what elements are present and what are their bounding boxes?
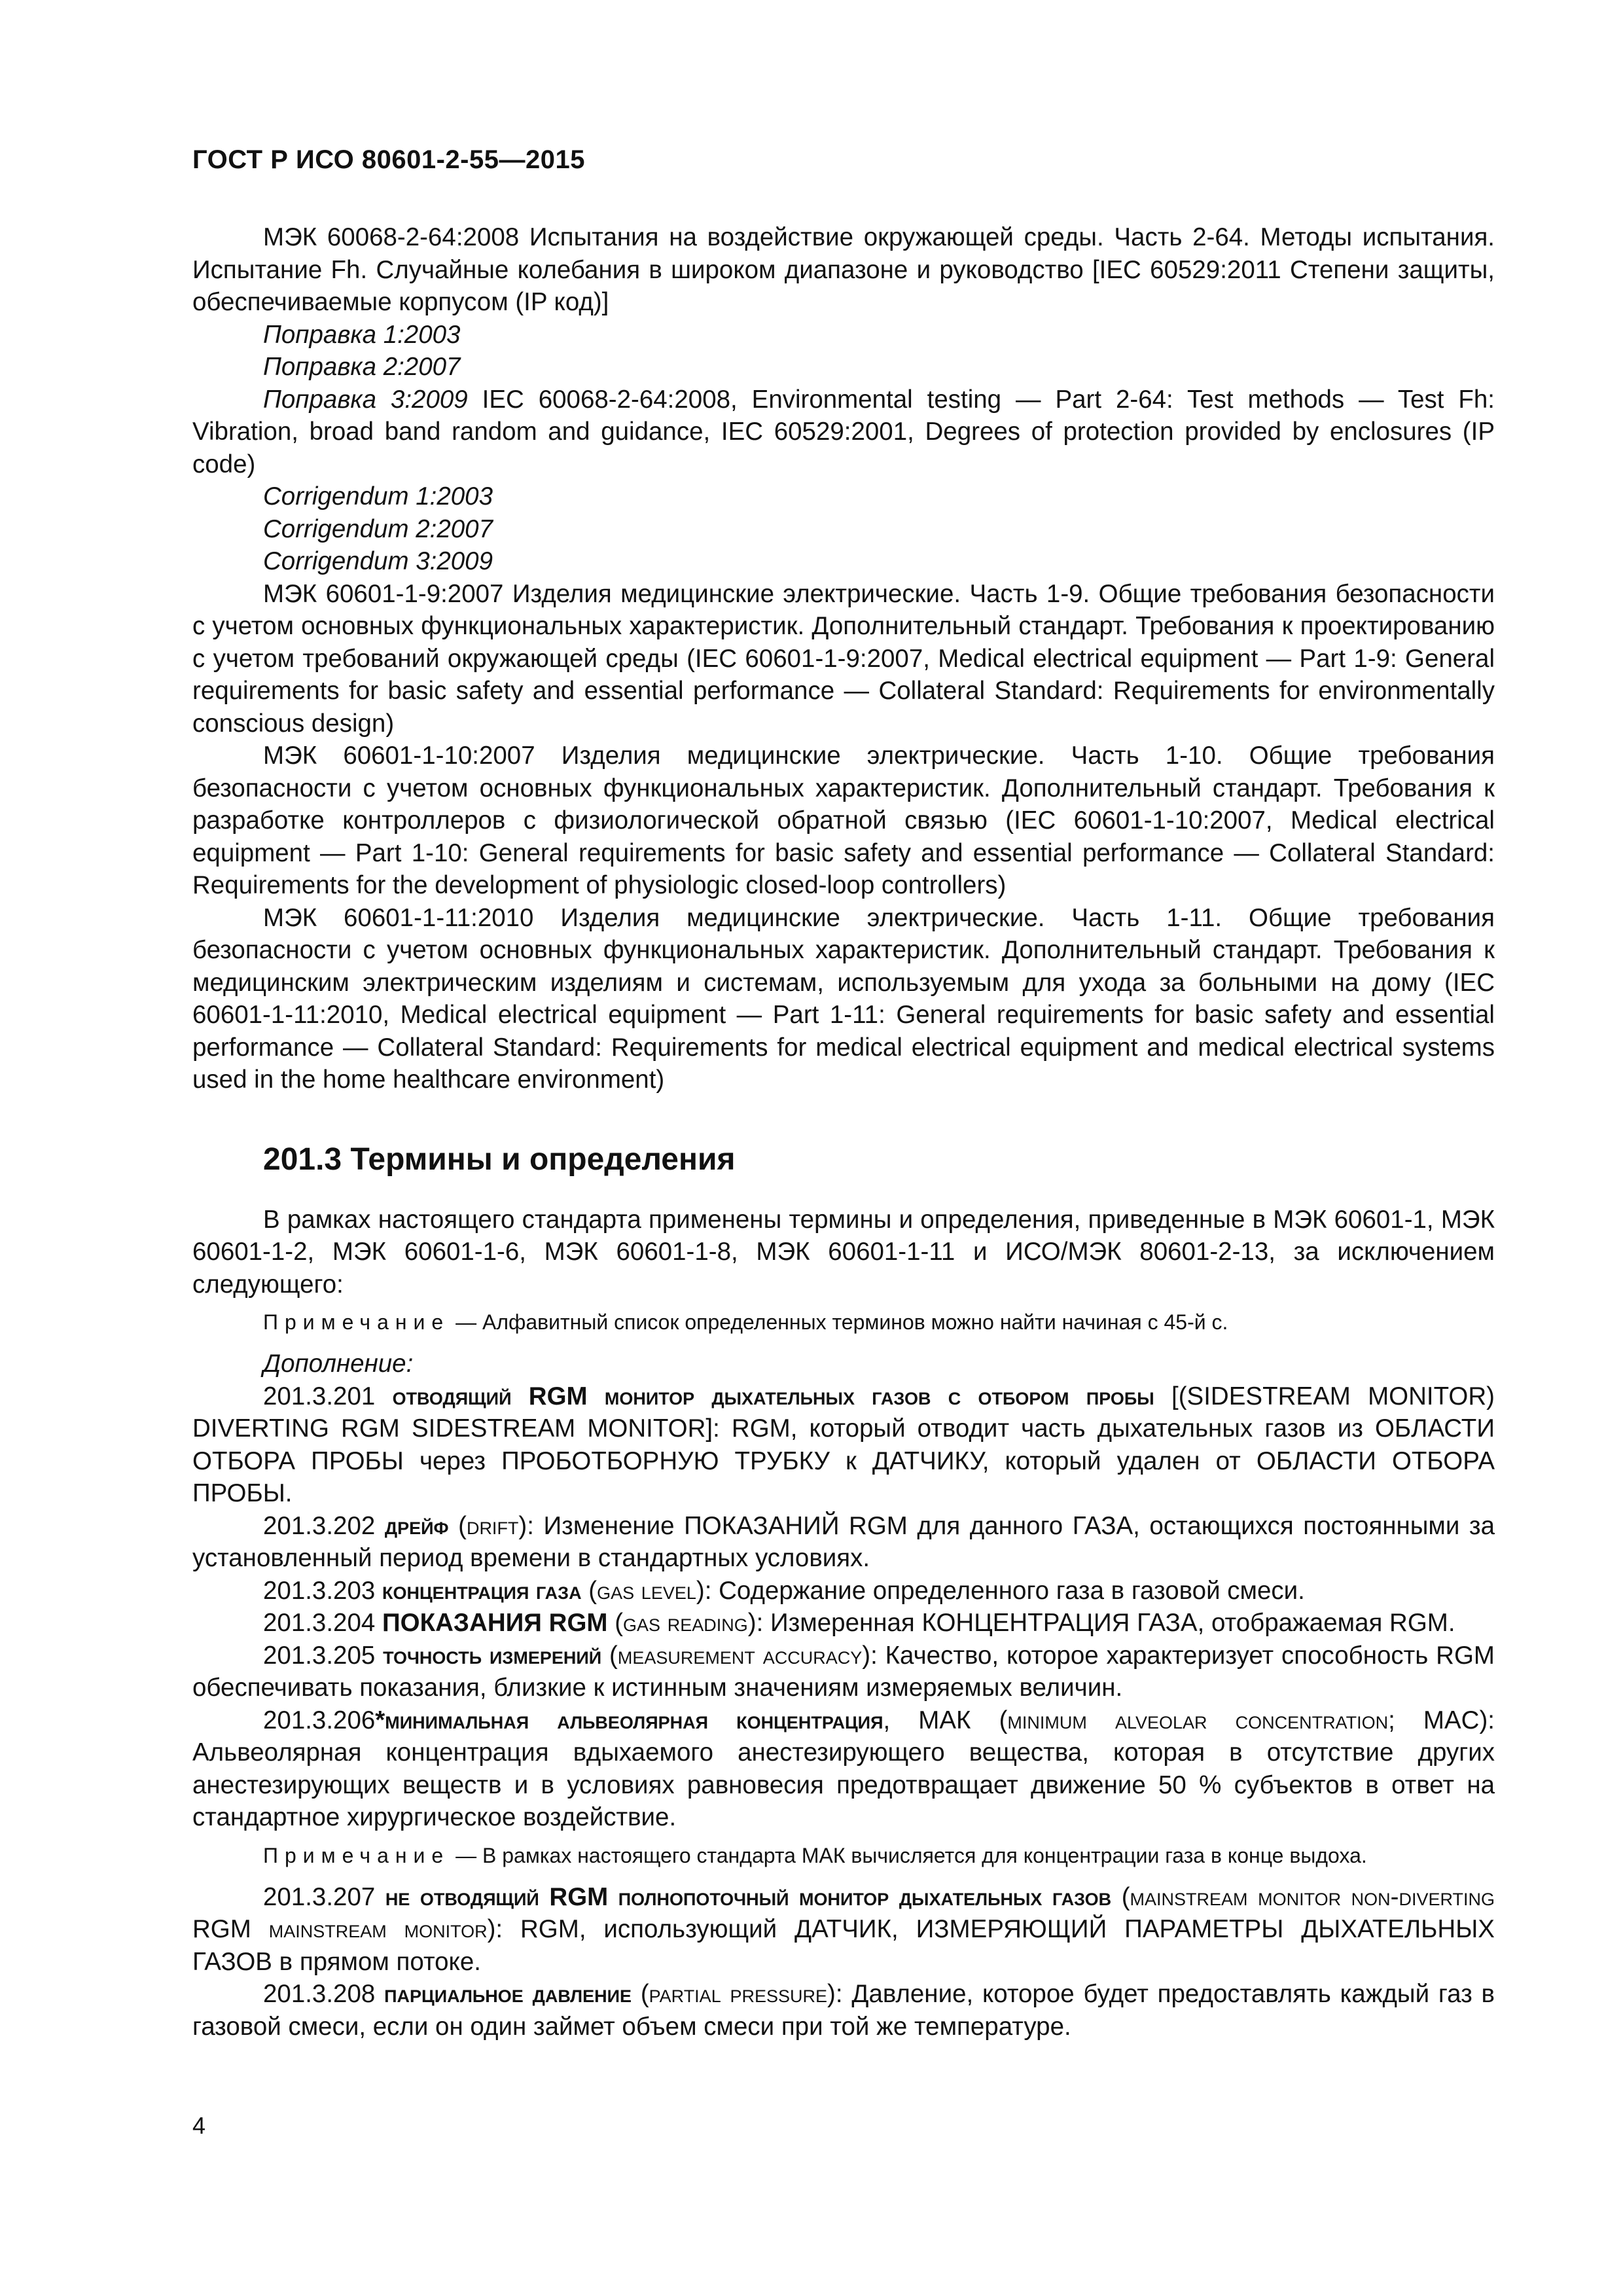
term-english: (drift) bbox=[448, 1511, 527, 1540]
section-intro: В рамках настоящего стандарта применены термины и определения, приведенные в МЭК 60601-1, МЭК 60601-1-2, МЭК 60601-1-6, МЭК 60601-1-8, МЭК 60601-1-11 и ИСО/МЭК 80601-2-13, за исключением следующего: bbox=[192, 1205, 1495, 1299]
term-name: отводящий RGM монитор дыхательных газов с отбором пробы bbox=[392, 1382, 1154, 1410]
amendment-1: Поправка 1:2003 bbox=[263, 320, 461, 349]
corrigendum-2: Corrigendum 2:2007 bbox=[263, 514, 493, 543]
amendment-3 bbox=[192, 384, 1495, 481]
term-number: 201.3.204 bbox=[263, 1609, 382, 1637]
note-1 bbox=[192, 1308, 1495, 1336]
term-number: 201.3.207 bbox=[263, 1882, 385, 1911]
note-2-label: Примечание bbox=[263, 1843, 450, 1867]
term-number: 201.3.201 bbox=[263, 1382, 393, 1410]
term-201-3-207 bbox=[192, 1881, 1495, 1979]
term-name: не отводящий RGM полнопоточный монитор дыхательных газов bbox=[385, 1882, 1112, 1911]
term-201-3-208 bbox=[192, 1978, 1495, 2043]
term-definition: : RGM, использующий ДАТЧИК, ИЗМЕРЯЮЩИЙ ПАРАМЕТРЫ ДЫХАТЕЛЬНЫХ ГАЗОВ в прямом потоке. bbox=[192, 1915, 1495, 1976]
term-name: концентрация газа bbox=[382, 1576, 582, 1605]
term-english: (partial pressure) bbox=[632, 1980, 836, 2008]
term-201-3-201 bbox=[192, 1380, 1495, 1510]
term-number: 201.3.205 bbox=[263, 1641, 383, 1670]
term-definition: [(SIDESTREAM MONITOR) DIVERTING RGM SIDESTREAM MONITOR]: RGM, который отводит часть дыхательных газов из ОБЛАСТИ ОТБОРА ПРОБЫ через ПРОБОТБОРНУЮ ТРУБКУ к ДАТЧИКУ, который удален от ОБЛАСТИ ОТБОРА ПРОБЫ. bbox=[192, 1382, 1495, 1507]
term-definition: : Измеренная КОНЦЕНТРАЦИЯ ГАЗА, отображаемая RGM. bbox=[756, 1609, 1455, 1637]
note-2 bbox=[192, 1842, 1495, 1869]
term-number: 201.3.203 bbox=[263, 1576, 382, 1605]
amendment-3-label: Поправка 3:2009 bbox=[263, 385, 468, 414]
term-name: дрейф bbox=[384, 1511, 449, 1540]
term-number: 201.3.206 bbox=[263, 1706, 376, 1734]
term-definition: : Качество, которое характеризует способность RGM обеспечивать показания, близкие к истинным значениям измеряемых величин. bbox=[192, 1641, 1495, 1702]
term-definition: ; MAC): Альвеолярная концентрация вдыхаемого анестезирующего вещества, которая в отсутствие других анестезирующих веществ и в условиях равновесия предотвращает движение 50 % субъектов в ответ на стандартное хирургическое воздействие. bbox=[192, 1706, 1495, 1831]
page-content bbox=[192, 221, 1495, 2043]
term-abbr: , МАК ( bbox=[883, 1706, 1008, 1734]
term-201-3-205 bbox=[192, 1640, 1495, 1704]
ref-iec-60601-1-9: МЭК 60601-1-9:2007 Изделия медицинские электрические. Часть 1-9. Общие требования безопасности с учетом основных функциональных характеристик. Дополнительный стандарт. Требования к проектированию с учетом требований окружающей среды (IEC 60601-1-9:2007, Medical electrical equipment — Part 1-9: General requirements for basic safety and essential performance — Collateral Standard: Requirements for environmentally conscious design) bbox=[192, 579, 1495, 738]
term-english: minimum alveolar concentration bbox=[1007, 1706, 1389, 1734]
term-201-3-202 bbox=[192, 1510, 1495, 1575]
term-201-3-203 bbox=[192, 1575, 1495, 1607]
term-201-3-206 bbox=[192, 1704, 1495, 1834]
term-name: *минимальная альвеолярная концентрация bbox=[375, 1706, 883, 1734]
amendment-2: Поправка 2:2007 bbox=[263, 353, 461, 381]
term-number: 201.3.202 bbox=[263, 1511, 385, 1540]
term-name: парциальное давление bbox=[384, 1980, 632, 2008]
addition-label: Дополнение: bbox=[263, 1350, 414, 1378]
note-1-label: Примечание bbox=[263, 1310, 450, 1334]
ref-iec-60601-1-10: МЭК 60601-1-10:2007 Изделия медицинские электрические. Часть 1-10. Общие требования безопасности с учетом основных функциональных характеристик. Дополнительный стандарт. Требования к разработке контроллеров с физиологической обратной связью (IEC 60601-1-10:2007, Medical electrical equipment — Part 1-10: General requirements for basic safety and essential performance — Collateral Standard: Requirements for the development of physiologic closed-loop controllers) bbox=[192, 742, 1495, 899]
term-english: (measurement accuracy) bbox=[601, 1641, 871, 1670]
page-header: ГОСТ Р ИСО 80601-2-55—2015 bbox=[192, 145, 585, 174]
page-number: 4 bbox=[192, 2112, 206, 2139]
term-definition: : Изменение ПОКАЗАНИЙ RGM для данного ГАЗА, остающихся постоянными за установленный период времени в стандартных условиях. bbox=[192, 1511, 1495, 1572]
term-definition: : Давление, которое будет предоставлять каждый газ в газовой смеси, если он один займет объем смеси при той же температуре. bbox=[192, 1980, 1495, 2041]
term-definition: : Содержание определенного газа в газовой смеси. bbox=[704, 1576, 1305, 1605]
term-english: (gas reading) bbox=[607, 1609, 757, 1637]
amendment-3-text: IEC 60068-2-64:2008, Environmental testing — Part 2-64: Test methods — Test Fh: Vibration, broad band random and guidance, IEC 60529:2001, Degrees of protection provided by enclosures (IP code) bbox=[192, 385, 1495, 478]
term-name: точность измерений bbox=[383, 1641, 602, 1670]
section-title: 201.3 Термины и определения bbox=[263, 1141, 736, 1177]
term-english: (mainstream monitor non-diverting RGM mainstream monitor) bbox=[192, 1882, 1495, 1943]
corrigendum-3: Corrigendum 3:2009 bbox=[263, 547, 493, 575]
ref-iec-60601-1-11: МЭК 60601-1-11:2010 Изделия медицинские электрические. Часть 1-11. Общие требования безопасности с учетом основных функциональных характеристик. Дополнительный стандарт. Требования к медицинским электрическим изделиям и системам, используемым для ухода за больными на дому (IEC 60601-1-11:2010, Medical electrical equipment — Part 1-11: General requirements for basic safety and essential performance — Collateral Standard: Requirements for medical electrical equipment and medical electrical systems used in the home healthcare environment) bbox=[192, 903, 1495, 1094]
term-english: (gas level) bbox=[581, 1576, 705, 1605]
ref-iec-60068-2-64: МЭК 60068-2-64:2008 Испытания на воздействие окружающей среды. Часть 2-64. Методы испытания. Испытание Fh. Случайные колебания в широком диапазоне и руководство [IEC 60529:2011 Степени защиты, обеспечиваемые корпусом (IP код)] bbox=[192, 223, 1495, 316]
note-1-text: — Алфавитный список определенных терминов можно найти начиная с 45-й с. bbox=[450, 1310, 1228, 1334]
term-name: ПОКАЗАНИЯ RGM bbox=[382, 1609, 608, 1637]
note-2-text: — В рамках настоящего стандарта МАК вычисляется для концентрации газа в конце выдоха. bbox=[450, 1843, 1367, 1867]
corrigendum-1: Corrigendum 1:2003 bbox=[263, 482, 493, 511]
term-number: 201.3.208 bbox=[263, 1980, 385, 2008]
term-201-3-204 bbox=[192, 1607, 1495, 1640]
